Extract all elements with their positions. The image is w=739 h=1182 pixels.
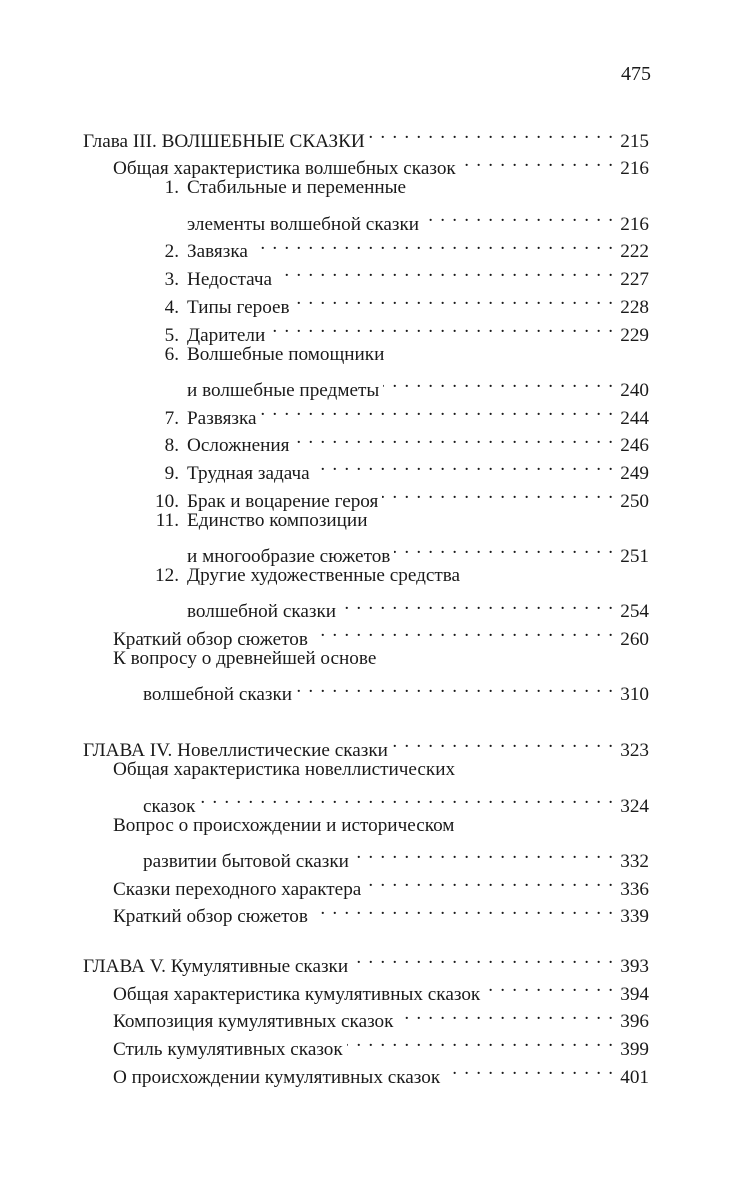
toc-dot-leader	[296, 673, 614, 701]
toc-dot-leader	[460, 147, 614, 175]
toc-entry-number: 1.	[164, 177, 179, 199]
toc-entry-page: 332	[620, 850, 649, 872]
toc-dot-leader	[276, 257, 614, 285]
toc-entry[interactable]	[83, 230, 649, 263]
toc-entry-title: Общая характеристика новеллистических	[113, 759, 456, 781]
toc-entry-number: 11.	[155, 509, 179, 531]
toc-dot-leader	[312, 617, 614, 645]
toc-entry-title: сказок	[143, 795, 196, 817]
toc-entry[interactable]	[83, 202, 649, 235]
toc-entry-page: 323	[620, 740, 649, 762]
toc-entry[interactable]	[83, 728, 649, 762]
toc-dot-leader	[484, 972, 614, 1000]
toc-entry-title: Развязка	[187, 407, 257, 429]
toc-entry-title: Вопрос о происхождении и историческом	[113, 814, 455, 836]
toc-entry-number: 7.	[164, 407, 179, 429]
toc-entry[interactable]	[83, 507, 649, 535]
toc-entry-number: 2.	[164, 241, 179, 263]
toc-entry-number: 8.	[164, 435, 179, 457]
toc-entry[interactable]	[83, 119, 649, 152]
toc-dot-leader	[423, 202, 614, 230]
page-number: 475	[621, 63, 651, 85]
toc-entry[interactable]	[83, 944, 649, 977]
toc-entry-title: волшебной сказки	[143, 684, 293, 706]
toc-dot-leader	[397, 1000, 614, 1028]
toc-dot-leader	[199, 784, 614, 812]
toc-entry-page: 339	[620, 906, 649, 928]
toc-entry-number: 5.	[164, 324, 179, 346]
toc-entry-title: ГЛАВА V. Кумулятивные сказки	[83, 955, 349, 977]
toc-entry-title: Общая характеристика кумулятивных сказок	[113, 983, 481, 1005]
toc-entry-page: 324	[620, 795, 649, 817]
toc-entry-title: Стабильные и переменные	[187, 177, 407, 199]
toc-dot-leader	[347, 1027, 615, 1055]
toc-dot-leader	[261, 396, 615, 424]
toc-entry-title: Недостача	[187, 269, 273, 291]
toc-dot-leader	[269, 313, 614, 341]
toc-entry-number: 10.	[155, 490, 179, 512]
toc-entry-title: волшебной сказки	[187, 601, 337, 623]
toc-entry-number: 3.	[164, 269, 179, 291]
toc-dot-leader	[352, 944, 614, 972]
toc-entry-page: 393	[620, 955, 649, 977]
toc-dot-leader	[353, 839, 614, 867]
toc-entry[interactable]	[83, 617, 649, 651]
toc-entry-page: 250	[620, 490, 649, 512]
toc-entry-title: К вопросу о древнейшей основе	[113, 648, 377, 670]
toc-entry-page: 396	[620, 1011, 649, 1033]
toc-dot-leader	[340, 590, 614, 618]
toc-entry-page: 399	[620, 1039, 649, 1060]
toc-entry[interactable]	[83, 368, 649, 401]
toc-entry-page: 244	[620, 407, 649, 429]
toc-entry-page: 227	[620, 269, 649, 291]
toc-entry-title: О происхождении кумулятивных сказок	[113, 1066, 441, 1088]
toc-entry-page: 251	[620, 546, 649, 567]
toc-entry[interactable]	[83, 673, 649, 706]
toc-entry-number: 9.	[164, 462, 179, 484]
toc-entry-page: 336	[620, 878, 649, 900]
toc-entry-page: 310	[620, 684, 649, 706]
toc-entry[interactable]	[83, 590, 649, 623]
toc-entry-title: Осложнения	[187, 435, 290, 457]
toc-chapter-5	[83, 944, 649, 1088]
table-of-contents	[83, 119, 649, 1088]
toc-dot-leader	[382, 479, 614, 507]
toc-entry[interactable]	[83, 645, 649, 673]
toc-entry-page: 401	[620, 1066, 649, 1088]
toc-entry-page: 240	[620, 379, 649, 401]
toc-entry-page: 394	[620, 983, 649, 1005]
toc-entry-title: и многообразие сюжетов	[187, 546, 391, 567]
toc-dot-leader	[365, 867, 614, 895]
toc-entry-title: Брак и воцарение героя	[187, 490, 379, 512]
toc-entry-page: 249	[620, 462, 649, 484]
toc-dot-leader	[294, 285, 615, 313]
toc-entry[interactable]	[83, 756, 649, 784]
toc-dot-leader	[369, 119, 614, 147]
toc-entry-number: 12.	[155, 565, 179, 586]
toc-entry-title: развитии бытовой сказки	[143, 850, 349, 872]
toc-entry-page: 260	[620, 629, 649, 651]
toc-dot-leader	[383, 368, 614, 396]
toc-entry-title: и волшебные предметы	[187, 379, 380, 401]
toc-entry-title: Сказки переходного характера	[113, 878, 362, 900]
toc-entry-title: Завязка	[187, 241, 248, 263]
toc-entry-title: Трудная задача	[187, 462, 310, 484]
toc-entry-title: Композиция кумулятивных сказок	[113, 1011, 394, 1033]
toc-entry-title: Типы героев	[187, 296, 290, 318]
toc-entry-title: элементы волшебной сказки	[187, 213, 420, 235]
toc-dot-leader	[394, 534, 614, 562]
toc-entry-title: Краткий обзор сюжетов	[113, 906, 308, 928]
toc-entry-title: Единство композиции	[187, 509, 368, 531]
toc-entry-number: 4.	[164, 296, 179, 318]
toc-entry-page: 254	[620, 601, 649, 623]
toc-entry-title: ГЛАВА IV. Новеллистические сказки	[83, 740, 388, 762]
toc-entry[interactable]	[83, 839, 649, 872]
toc-chapter-3	[83, 119, 649, 706]
toc-entry-title: Общая характеристика волшебных сказок	[113, 158, 456, 180]
toc-entry-title: Краткий обзор сюжетов	[113, 629, 308, 651]
toc-dot-leader	[312, 895, 614, 923]
toc-entry[interactable]	[83, 562, 649, 590]
toc-dot-leader	[293, 424, 614, 452]
toc-entry-number: 6.	[164, 343, 179, 365]
toc-dot-leader	[444, 1055, 614, 1083]
toc-entry-page: 216	[620, 158, 649, 180]
toc-dot-leader	[252, 230, 614, 258]
toc-entry-page: 216	[620, 213, 649, 235]
toc-dot-leader	[392, 728, 614, 756]
toc-entry-title: Дарители	[187, 324, 266, 346]
toc-entry[interactable]	[83, 534, 649, 567]
toc-entry-page: 246	[620, 435, 649, 457]
toc-entry[interactable]	[83, 341, 649, 369]
toc-entry-title: Глава III. ВОЛШЕБНЫЕ СКАЗКИ	[83, 130, 365, 152]
toc-chapter-4	[83, 728, 649, 928]
toc-entry-page: 229	[620, 324, 649, 346]
toc-entry-page: 222	[620, 241, 649, 263]
toc-entry-title: Стиль кумулятивных сказок	[113, 1039, 343, 1060]
toc-entry[interactable]	[83, 396, 649, 429]
toc-entry-page: 228	[620, 296, 649, 318]
toc-entry[interactable]	[83, 812, 649, 840]
toc-dot-leader	[314, 451, 615, 479]
toc-entry-title: Другие художественные средства	[187, 565, 461, 586]
toc-entry-title: Волшебные помощники	[187, 343, 385, 365]
toc-entry[interactable]	[83, 174, 649, 202]
toc-entry[interactable]	[83, 784, 649, 817]
toc-entry-page: 215	[620, 130, 649, 152]
